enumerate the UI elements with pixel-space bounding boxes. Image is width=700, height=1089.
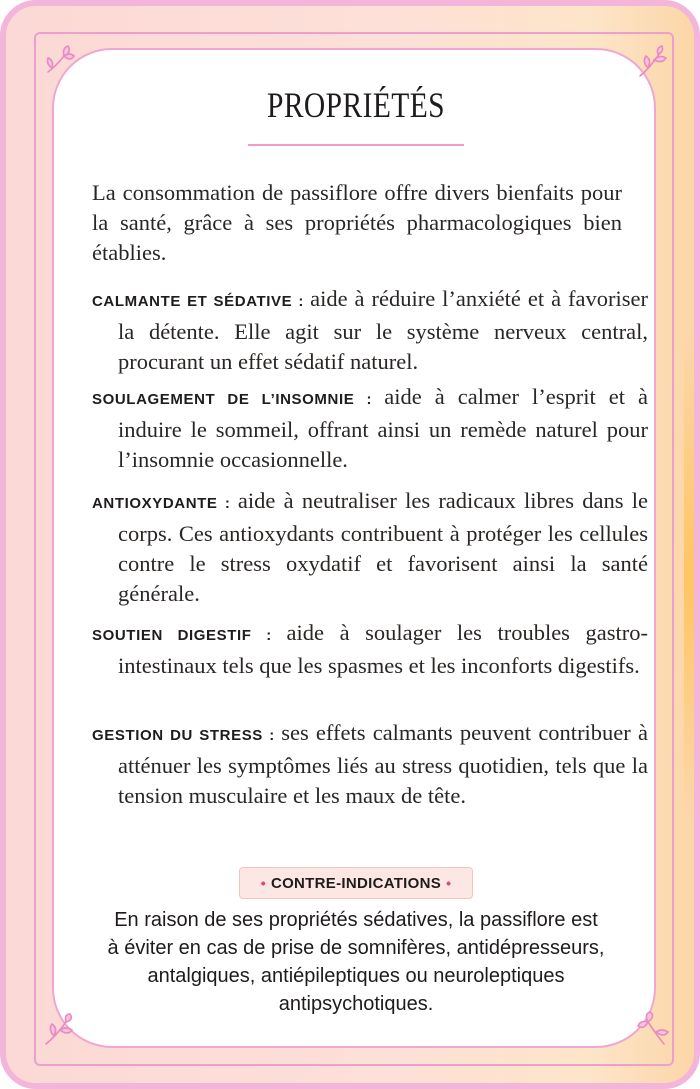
- property-item: [92, 284, 648, 377]
- property-text: aide à réduire l’anxiété et à favoriser la détente. Elle agit sur le système nerveux central, procurant un effet sédatif naturel.: [118, 286, 648, 374]
- property-term: GESTION DU STRESS: [92, 727, 263, 744]
- property-text: aide à neutraliser les radicaux libres dans le corps. Ces antioxydants contribuent à protéger les cellules contre le stress oxydatif et favorisent ainsi la santé générale.: [118, 488, 648, 606]
- property-term: ANTIOXYDANTE: [92, 495, 218, 512]
- flower-ornament-icon: [632, 42, 672, 82]
- property-term: CALMANTE ET SÉDATIVE: [92, 293, 293, 310]
- property-term: SOUTIEN DIGESTIF: [92, 627, 252, 644]
- title-divider: [248, 144, 464, 146]
- property-text: ses effets calmants peuvent contribuer à atténuer les symptômes liés au stress quotidien, tels que la tension musculaire et les maux de tête.: [118, 720, 648, 808]
- property-term: SOULAGEMENT DE L’INSOMNIE: [92, 391, 355, 408]
- property-item: [92, 486, 648, 609]
- property-item: [92, 618, 648, 681]
- property-text: aide à calmer l’esprit et à induire le sommeil, offrant ainsi un remède naturel pour l’insomnie occasionnelle.: [118, 384, 649, 472]
- property-separator: :: [354, 391, 385, 408]
- flower-ornament-icon: [40, 1010, 80, 1050]
- page-title: PROPRIÉTÉS: [267, 85, 445, 125]
- contraindications-label: CONTRE-INDICATIONS: [270, 874, 442, 892]
- bullet-icon: •: [446, 875, 452, 891]
- bullet-icon: •: [260, 875, 266, 891]
- flower-ornament-icon: [40, 42, 80, 82]
- property-separator: :: [251, 627, 287, 644]
- contraindications-badge: [239, 867, 473, 899]
- property-separator: :: [217, 495, 238, 512]
- property-separator: :: [262, 727, 282, 744]
- flower-ornament-icon: [634, 1010, 674, 1050]
- property-item: [92, 382, 648, 475]
- property-separator: :: [292, 293, 311, 310]
- intro-paragraph: La consommation de passiflore offre divers bienfaits pour la santé, grâce à ses propriétés pharmacologiques bien établies.: [92, 180, 622, 265]
- property-item: [92, 718, 648, 811]
- property-text: aide à soulager les troubles gastro-intestinaux tels que les spasmes et les inconforts digestifs.: [118, 620, 648, 678]
- contraindications-text: En raison de ses propriétés sédatives, la passiflore est à éviter en cas de prise de somnifères, antidépresseurs, antalgiques, antiépileptiques ou neuroleptiques antipsychotiques.: [107, 909, 605, 1015]
